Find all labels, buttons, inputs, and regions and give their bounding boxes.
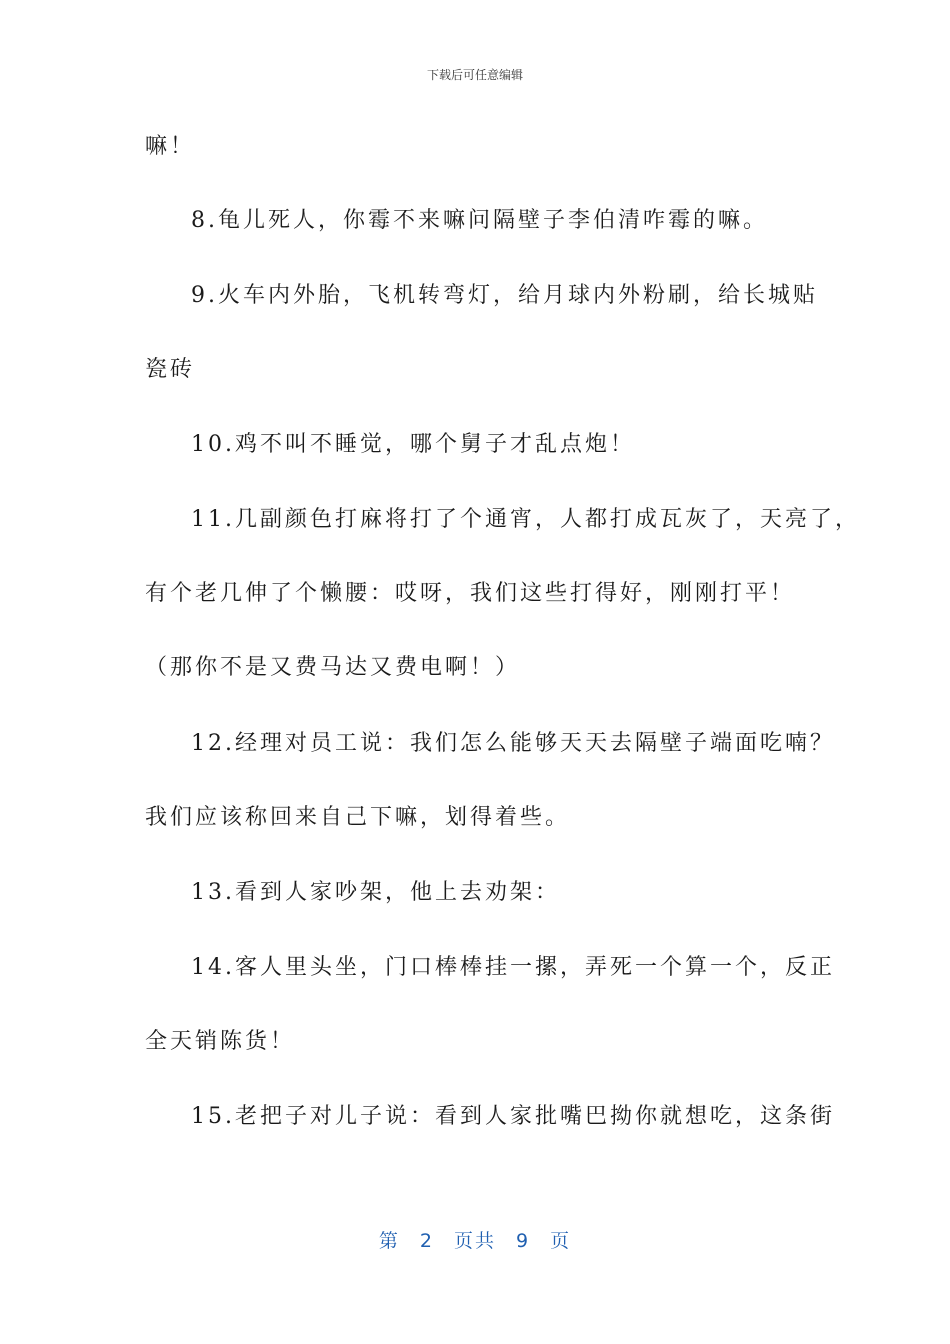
text-line: 全天销陈货！ <box>145 1029 296 1054</box>
text-line: （那你不是又费马达又费电啊！） <box>145 655 521 680</box>
page-footer: 第 2 页共 9 页 <box>378 1230 572 1252</box>
text-line: 11.几副颜色打麻将打了个通宵，人都打成瓦灰了，天亮了， <box>191 507 860 532</box>
text-line: 13.看到人家吵架，他上去劝架： <box>191 880 560 905</box>
text-line: 10.鸡不叫不睡觉，哪个舅子才乱点炮！ <box>191 432 635 457</box>
text-line: 12.经理对员工说：我们怎么能够天天去隔壁子端面吃喃？ <box>191 731 835 756</box>
text-line: 9.火车内外胎，飞机转弯灯，给月球内外粉刷，给长城贴 <box>191 283 818 308</box>
text-line: 有个老几伸了个懒腰：哎呀，我们这些打得好，刚刚打平！ <box>145 581 796 606</box>
text-line: 15.老把子对儿子说：看到人家批嘴巴拗你就想吃，这条街 <box>191 1104 835 1129</box>
text-line: 我们应该称回来自己下嘛，划得着些。 <box>145 805 571 830</box>
text-line: 14.客人里头坐，门口棒棒挂一摞，弄死一个算一个，反正 <box>191 955 835 980</box>
page-header: 下载后可任意编辑 <box>426 68 523 82</box>
text-line: 8.龟儿死人，你霉不来嘛问隔壁子李伯清咋霉的嘛。 <box>191 208 768 233</box>
text-line: 嘛！ <box>145 134 196 159</box>
text-line: 瓷砖 <box>145 357 196 382</box>
